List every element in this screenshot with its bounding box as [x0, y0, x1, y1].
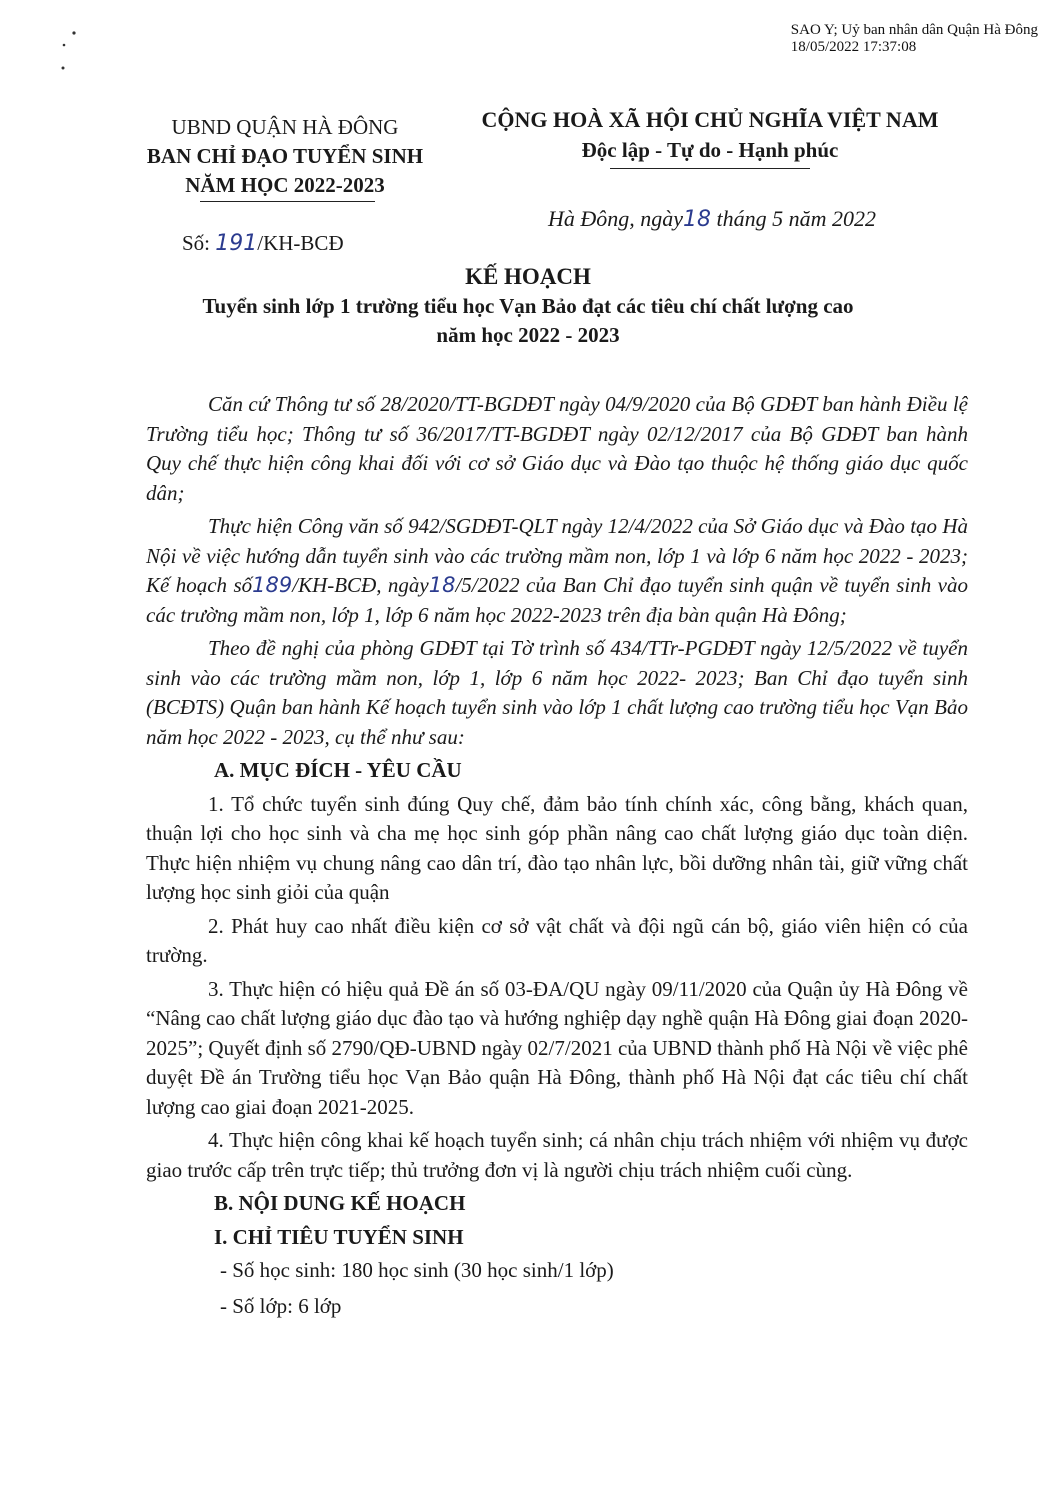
item-a2: 2. Phát huy cao nhất điều kiện cơ sở vật chất và đội ngũ cán bộ, giáo viên hiện có của trường. [146, 913, 968, 967]
date-prefix: Hà Đông, ngày [548, 206, 684, 231]
authority-line-2: BAN CHỈ ĐẠO TUYỂN SINH [146, 144, 424, 168]
stamp-line-1: SAO Y; Uỷ ban nhân dân Quận Hà Đông [790, 22, 1038, 38]
handwritten-plan-number: 189 [252, 573, 293, 597]
item-a1: 1. Tổ chức tuyển sinh đúng Quy chế, đảm bảo tính chính xác, công bằng, khách quan, thuận lợi cho học sinh và cha mẹ học sinh góp phần nâng cao chất lượng giáo dục toàn diện. Thực hiện nhiệm vụ chung nâng cao dân trí, đào tạo nhân lực, bồi dưỡng nhân tài, giữ vững chất lượng học sinh giỏi của quận [146, 791, 968, 904]
handwritten-number: 191 [215, 231, 258, 256]
p2-text-3: /5/2022 của Ban Chỉ đạo tuyển sinh quận về tuyển sinh vào các trường mầm non, lớp 1, lớp 6 năm học 2022-2023 trên địa bàn quận Hà Đông; [146, 573, 968, 627]
country-name: CỘNG HOÀ XÃ HỘI CHỦ NGHĨA VIỆT NAM [481, 107, 939, 132]
document-date [548, 206, 876, 232]
bullet-class-count: - Số lớp: 6 lớp [220, 1293, 342, 1318]
handwritten-plan-day: 18 [428, 573, 456, 597]
document-header [0, 105, 1056, 265]
section-heading-a: A. MỤC ĐÍCH - YÊU CẦU [214, 758, 462, 782]
item-a3: 3. Thực hiện có hiệu quả Đề án số 03-ĐA/QU ngày 09/11/2020 của Quận ủy Hà Đông về “Nâng cao chất lượng giáo dục đào tạo và hướng nghiệp dạy nghề quận Hà Đông giai đoạn 2020-2025”; Quyết định số 2790/QĐ-UBND ngày 02/7/2021 của UBND thành phố Hà Nội về việc phê duyệt Đề án Trường tiểu học Vạn Bảo quận Hà Đông, thành phố Hà Nội đạt các tiêu chí chất lượng cao giai đoạn 2021-2025. [146, 976, 968, 1119]
subsection-heading-b1: I. CHỈ TIÊU TUYỂN SINH [214, 1224, 464, 1249]
paragraph-legal-basis-3: Theo đề nghị của phòng GDĐT tại Tờ trình số 434/TTr-PGDĐT ngày 12/5/2022 về tuyển sinh vào các trường mầm non, lớp 1, lớp 6 năm học 2022- 2023; Ban Chỉ đạo tuyển sinh (BCĐTS) Quận ban hành Kế hoạch tuyển sinh vào lớp 1 chất lượng cao trường tiểu học Vạn Bảo năm học 2022 - 2023, cụ thể như sau: [146, 636, 968, 749]
digital-copy-stamp [791, 22, 1038, 56]
authority-line-1: UBND QUẬN HÀ ĐÔNG [171, 115, 399, 139]
stamp-line-2: 18/05/2022 17:37:08 [790, 39, 917, 55]
p2-text-2: /KH-BCĐ, ngày [292, 573, 429, 597]
number-prefix: Số: [182, 231, 211, 255]
paragraph-legal-basis-1: Căn cứ Thông tư số 28/2020/TT-BGDĐT ngày 04/9/2020 của Bộ GDĐT ban hành Điều lệ Trường tiểu học; Thông tư số 36/2017/TT-BGDĐT ngày 02/12/2017 của Bộ GDĐT ban hành Quy chế thực hiện công khai đối với cơ sở Giáo dục và Đào tạo thuộc hệ thống giáo dục quốc dân; [146, 392, 968, 505]
title-main: KẾ HOẠCH [465, 264, 591, 289]
motto-underline [610, 168, 810, 169]
national-motto [455, 105, 965, 165]
document-number [182, 231, 344, 256]
section-heading-b: B. NỘI DUNG KẾ HOẠCH [214, 1191, 466, 1215]
scan-specks [60, 30, 80, 80]
number-suffix: /KH-BCĐ [257, 231, 344, 255]
handwritten-day: 18 [683, 207, 712, 232]
authority-underline [200, 201, 375, 202]
title-sub-2: năm học 2022 - 2023 [436, 323, 620, 347]
item-a4: 4. Thực hiện công khai kế hoạch tuyển sinh; cá nhân chịu trách nhiệm với nhiệm vụ được giao trước cấp trên trực tiếp; thủ trưởng đơn vị là người chịu trách nhiệm cuối cùng. [146, 1128, 968, 1182]
issuing-authority [120, 113, 450, 200]
authority-line-3: NĂM HỌC 2022-2023 [185, 173, 385, 197]
paragraph-legal-basis-2 [146, 512, 968, 630]
title-sub-1: Tuyển sinh lớp 1 trường tiểu học Vạn Bảo đạt các tiêu chí chất lượng cao [202, 294, 854, 318]
date-suffix: tháng 5 năm 2022 [716, 206, 877, 231]
document-body [146, 390, 968, 1327]
motto: Độc lập - Tự do - Hạnh phúc [581, 138, 839, 162]
document-title [0, 262, 1056, 350]
p2-text-1: Thực hiện Công văn số 942/SGDĐT-QLT ngày 12/4/2022 của Sở Giáo dục và Đào tạo Hà Nội về việc hướng dẫn tuyển sinh vào các trường mầm non, lớp 1 và lớp 6 năm học 2022 - 2023; Kế hoạch số [146, 514, 968, 597]
bullet-student-count: - Số học sinh: 180 học sinh (30 học sinh/1 lớp) [220, 1258, 614, 1282]
